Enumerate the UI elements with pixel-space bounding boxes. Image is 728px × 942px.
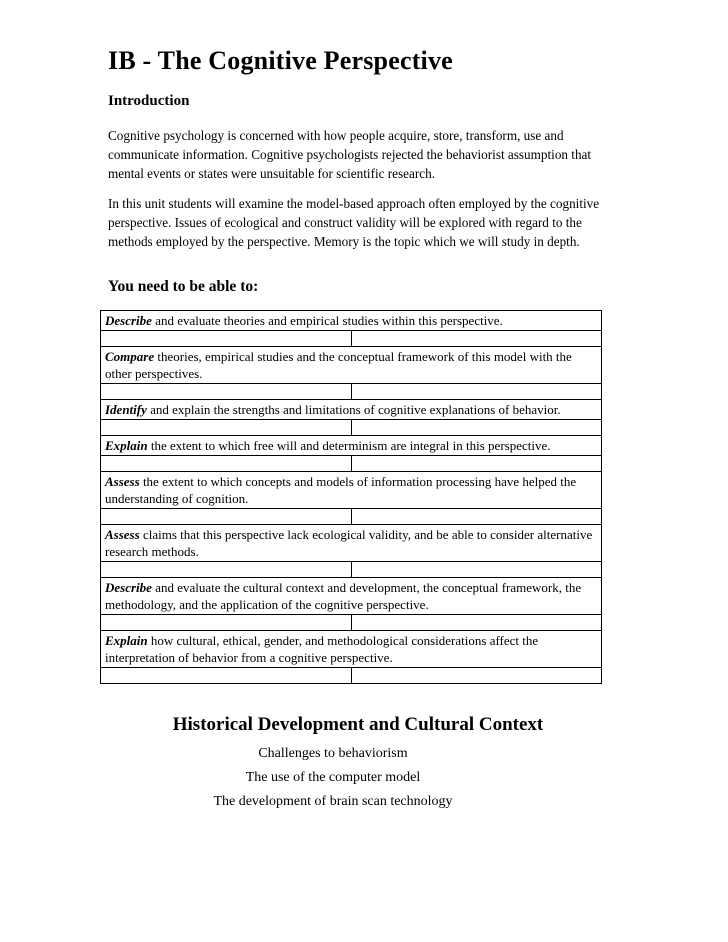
objective-text: claims that this perspective lack ecological validity, and be able to consider alternative research methods.	[105, 527, 593, 559]
empty-cell	[351, 509, 602, 525]
topic-item: Challenges to behaviorism	[258, 746, 408, 761]
empty-cell	[101, 331, 352, 347]
objective-verb: Explain	[105, 438, 148, 453]
objective-text: the extent to which free will and determinism are integral in this perspective.	[147, 438, 551, 453]
objectives-heading: You need to be able to:	[108, 278, 259, 295]
empty-cell	[351, 420, 602, 436]
topic-item: The use of the computer model	[245, 770, 421, 785]
introduction-heading: Introduction	[108, 93, 190, 109]
objective-cell	[101, 436, 602, 456]
empty-cell	[351, 562, 602, 578]
objective-verb: Compare	[105, 349, 155, 364]
spacer-row	[101, 420, 602, 436]
empty-cell	[101, 668, 352, 684]
empty-cell	[101, 456, 352, 472]
section-heading: Historical Development and Cultural Context	[172, 714, 544, 735]
empty-cell	[351, 615, 602, 631]
spacer-row	[101, 562, 602, 578]
objective-text: and explain the strengths and limitations of cognitive explanations of behavior.	[146, 402, 561, 417]
spacer-row	[101, 331, 602, 347]
topic-list	[0, 742, 666, 814]
objective-verb: Explain	[105, 633, 148, 648]
objective-cell	[101, 631, 602, 668]
objective-text: theories, empirical studies and the conceptual framework of this model with the other perspectives.	[105, 349, 572, 381]
objective-cell	[101, 578, 602, 615]
objective-row	[101, 631, 602, 668]
empty-cell	[101, 420, 352, 436]
objective-verb: Assess	[105, 474, 140, 489]
objective-verb: Identify	[105, 402, 147, 417]
empty-cell	[351, 384, 602, 400]
objective-cell	[101, 400, 602, 420]
objective-cell	[101, 347, 602, 384]
empty-cell	[351, 331, 602, 347]
empty-cell	[101, 615, 352, 631]
objective-verb: Describe	[105, 580, 152, 595]
objective-cell	[101, 311, 602, 331]
page-title: IB - The Cognitive Perspective	[108, 46, 453, 75]
spacer-row	[101, 668, 602, 684]
intro-paragraph-2: In this unit students will examine the model-based approach often employed by the cognitive perspective. Issues of ecological and construct validity will be explored with regard to the methods employed by the perspective. Memory is the topic which we will study in depth.	[108, 196, 600, 249]
spacer-row	[101, 456, 602, 472]
objective-text: and evaluate theories and empirical studies within this perspective.	[151, 313, 503, 328]
objective-text: and evaluate the cultural context and development, the conceptual framework, the methodology, and the application of the cognitive perspective.	[105, 580, 582, 612]
intro-paragraph-1: Cognitive psychology is concerned with how people acquire, store, transform, use and communicate information. Cognitive psychologists rejected the behaviorist assumption that mental events or states were unsuitable for scientific research.	[108, 128, 592, 181]
objective-row	[101, 472, 602, 509]
spacer-row	[101, 384, 602, 400]
empty-cell	[351, 456, 602, 472]
objective-verb: Assess	[105, 527, 140, 542]
spacer-row	[101, 615, 602, 631]
objective-row	[101, 347, 602, 384]
empty-cell	[351, 668, 602, 684]
objective-row	[101, 525, 602, 562]
objective-row	[101, 578, 602, 615]
topic-item: The development of brain scan technology	[213, 794, 453, 809]
objective-row	[101, 436, 602, 456]
spacer-row	[101, 509, 602, 525]
objectives-table	[100, 310, 602, 684]
objective-cell	[101, 525, 602, 562]
empty-cell	[101, 562, 352, 578]
objective-verb: Describe	[105, 313, 152, 328]
objective-text: how cultural, ethical, gender, and methodological considerations affect the interpretation of behavior from a cognitive perspective.	[105, 633, 539, 665]
objective-text: the extent to which concepts and models of information processing have helped the understanding of cognition.	[105, 474, 577, 506]
objective-row	[101, 311, 602, 331]
empty-cell	[101, 384, 352, 400]
objective-row	[101, 400, 602, 420]
objective-cell	[101, 472, 602, 509]
empty-cell	[101, 509, 352, 525]
